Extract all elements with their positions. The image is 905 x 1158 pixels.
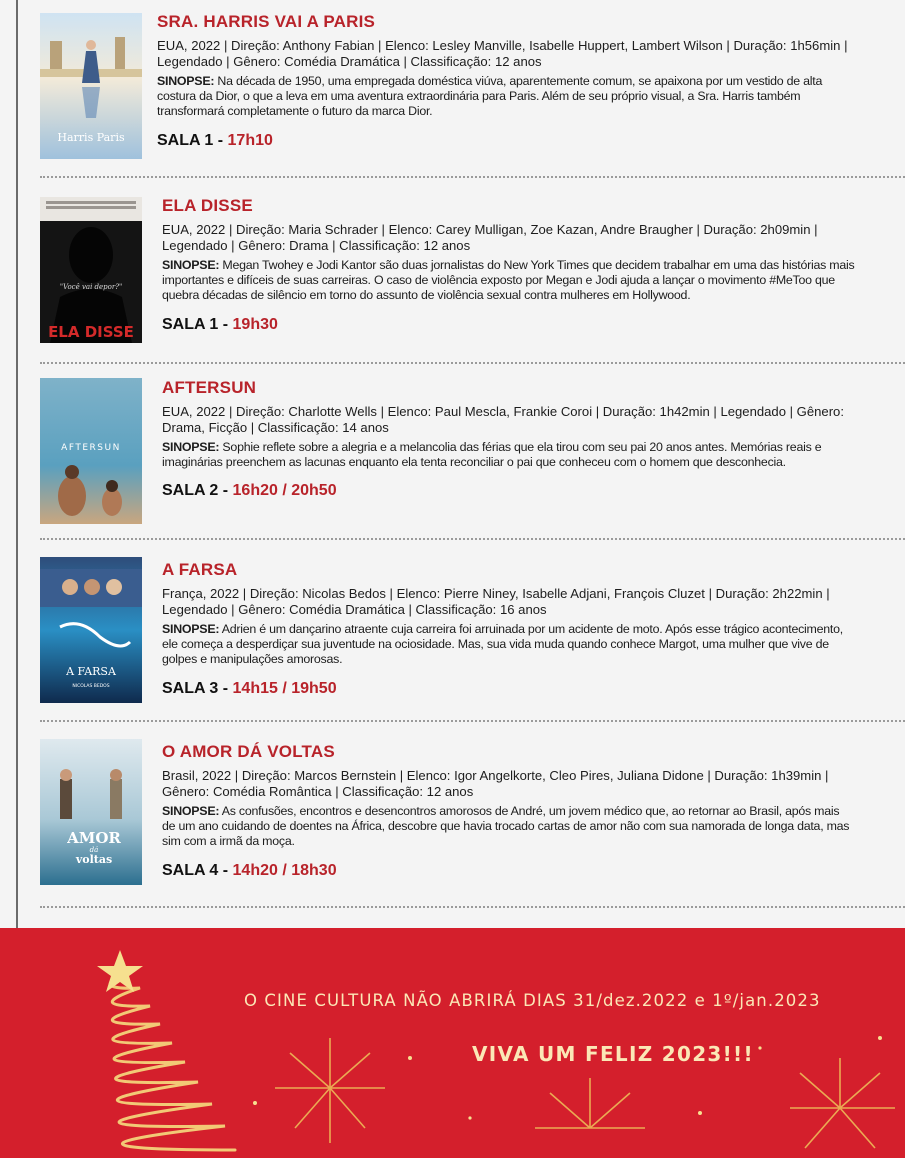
synopsis-text: As confusões, encontros e desencontros amorosos de André, um jovem médico que, ao retornar ao Brasil, após mais de um ano cuidando de doentes na África, descobre que havia trocado cartas de amor não com sua namorada de longa data, mas sim com a irmã da moça.	[162, 804, 850, 849]
poster-title-text: voltas	[75, 853, 113, 866]
movie-title: SRA. HARRIS VAI A PARIS	[157, 12, 376, 31]
showtimes: 17h10	[227, 131, 273, 149]
movie-meta: Brasil, 2022 | Direção: Marcos Bernstein | Elenco: Igor Angelkorte, Cleo Pires, Juliana Didone | Duração: 1h39min | Gênero: Comédia Romântica | Classificação: 12 anos	[162, 768, 829, 799]
synopsis-text: Megan Twohey e Jodi Kantor são duas jornalistas do New York Times que decidem trabalhar em uma das histórias mais importantes e difíceis de suas carreiras. O caso de violência exposto por Megan e Jodi ajuda a lançar o movimento #MeToo que quebra décadas de silêncio em torno do assunto de violência sexual contra mulheres em Hollywood.	[162, 258, 855, 303]
closure-notice: O CINE CULTURA NÃO ABRIRÁ DIAS 31/dez.2022 e 1º/jan.2023	[244, 991, 821, 1010]
movie-title: AFTERSUN	[162, 378, 257, 397]
showtimes: 16h20 / 20h50	[232, 482, 337, 500]
movie-poster	[40, 197, 142, 343]
synopsis-label: SINOPSE:	[162, 804, 220, 818]
poster-title-text: A FARSA	[66, 665, 116, 678]
separator	[40, 538, 905, 540]
synopsis-label: SINOPSE:	[162, 622, 220, 636]
movie-synopsis	[162, 258, 855, 304]
movie-title: A FARSA	[162, 560, 238, 579]
left-border-line	[16, 0, 18, 928]
synopsis-label: SINOPSE:	[157, 74, 215, 88]
separator	[40, 362, 905, 364]
movie-meta: França, 2022 | Direção: Nicolas Bedos | Elenco: Pierre Niney, Isabelle Adjani, François Cluzet | Duração: 2h22min | Legendado | Gênero: Comédia Dramática | Classificação: 16 anos	[162, 586, 830, 617]
room-label: SALA 4 -	[162, 861, 233, 879]
poster-credit-text: NICOLAS BEDOS	[72, 684, 110, 689]
movie-meta: EUA, 2022 | Direção: Maria Schrader | Elenco: Carey Mulligan, Zoe Kazan, Andre Braugher | Duração: 2h09min | Legendado | Gênero: Drama | Classificação: 12 anos	[162, 222, 818, 253]
new-year-greeting: VIVA UM FELIZ 2023!!!	[472, 1042, 754, 1066]
showtime-line	[162, 862, 855, 880]
showtimes: 14h15 / 19h50	[232, 679, 337, 697]
synopsis-label: SINOPSE:	[162, 258, 220, 272]
showtimes: 14h20 / 18h30	[232, 861, 337, 879]
poster-title-text: dá	[89, 846, 99, 854]
movie-synopsis	[157, 74, 855, 120]
room-label: SALA 3 -	[162, 679, 233, 697]
showtimes: 19h30	[232, 315, 278, 333]
synopsis-text: Sophie reflete sobre a alegria e a melancolia das férias que ela tirou com seu pai 20 anos antes. Memórias reais e imaginárias preenchem as lacunas enquanto ela tenta reconciliar o pai que conheceu com o homem que desconhecia.	[162, 440, 822, 470]
movie-poster	[40, 557, 142, 703]
poster-title-text: Harris Paris	[57, 131, 125, 144]
holiday-banner	[0, 928, 905, 1158]
separator	[40, 720, 905, 722]
separator	[40, 176, 905, 178]
poster-quote-text: "Você vai depor?"	[59, 283, 123, 291]
movie-poster	[40, 13, 142, 159]
movie-poster	[40, 739, 142, 885]
movie-poster	[40, 378, 142, 524]
showtime-line	[157, 132, 855, 150]
movie-meta: EUA, 2022 | Direção: Anthony Fabian | Elenco: Lesley Manville, Isabelle Huppert, Lambert Wilson | Duração: 1h56min | Legendado | Gênero: Comédia Dramática | Classificação: 12 anos	[157, 38, 848, 69]
poster-title-text: AFTERSUN	[61, 443, 121, 453]
room-label: SALA 2 -	[162, 482, 233, 500]
movie-synopsis	[162, 622, 855, 668]
synopsis-text: Adrien é um dançarino atraente cuja carreira foi arruinada por um acidente de moto. Após esse trágico acontecimento, ele começa a desperdiçar sua juventude na ociosidade. Mas, sua vida muda quando conhece Margot, uma mulher que vive de golpes e manipulações amorosas.	[162, 622, 843, 667]
star-icon	[97, 950, 143, 992]
movie-title: ELA DISSE	[162, 196, 253, 215]
christmas-decoration	[0, 928, 905, 1158]
showtime-line	[162, 680, 855, 698]
room-label: SALA 1 -	[162, 315, 233, 333]
movie-title: O AMOR DÁ VOLTAS	[162, 742, 335, 761]
showtime-line	[162, 316, 855, 334]
movie-synopsis	[162, 804, 855, 850]
christmas-tree-icon	[110, 976, 235, 1150]
movie-synopsis	[162, 440, 855, 470]
poster-title-text: ELA DISSE	[48, 323, 134, 341]
movie-meta: EUA, 2022 | Direção: Charlotte Wells | Elenco: Paul Mescla, Frankie Coroi | Duração: 1h42min | Legendado | Gênero: Drama, Ficção | Classificação: 14 anos	[162, 404, 844, 435]
room-label: SALA 1 -	[157, 131, 228, 149]
poster-title-text: AMOR	[67, 829, 121, 847]
synopsis-label: SINOPSE:	[162, 440, 220, 454]
separator	[40, 906, 905, 908]
showtime-line	[162, 482, 855, 500]
synopsis-text: Na década de 1950, uma empregada doméstica viúva, aparentemente comum, se apaixona por um vestido de alta costura da Dior, o que a leva em uma aventura extraordinária para Paris. Além de seu próprio visual, a Sra. Harris também transformará completamente o futuro da marca Dior.	[157, 74, 823, 119]
